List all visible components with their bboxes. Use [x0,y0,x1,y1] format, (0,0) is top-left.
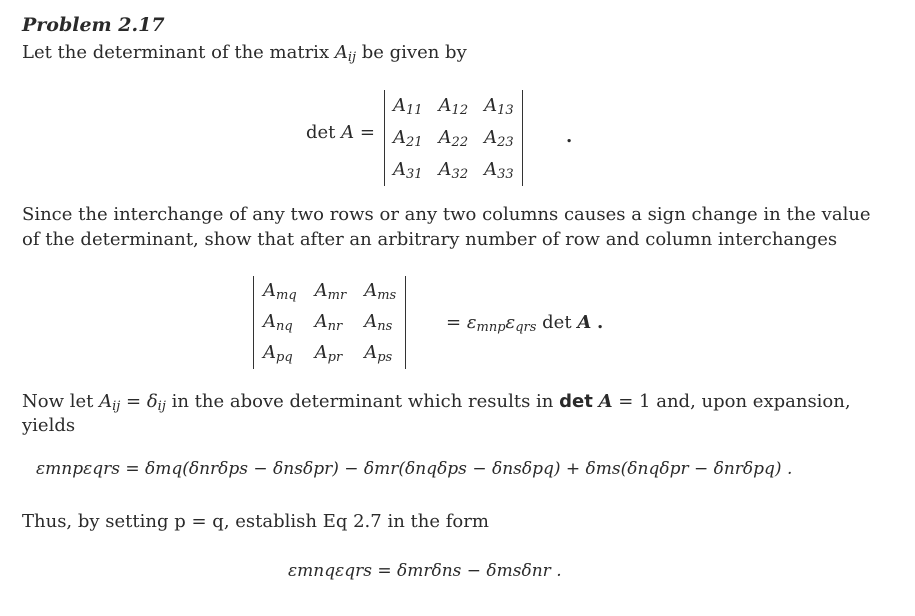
det1-cell-sub: 23 [497,134,514,150]
det2-rhs [446,312,603,335]
det1-cell [385,90,431,122]
det1-cell-sub: 13 [497,102,514,118]
det1-row [385,90,522,122]
det1-cell-base: A [438,94,452,116]
para3-p3: = 1 and, upon expansion, [612,391,851,412]
para3-p1: Now let [22,391,100,412]
det2-cell-base: A [314,280,328,301]
det1-cell [476,122,522,154]
expansion-text: εmnpεqrs = δmq(δnrδps − δnsδpr) − δmr(δnqδps − δnsδpq) + δms(δnqδpr − δnrδpq) . [36,459,793,479]
det2-cell-base: A [263,311,276,332]
det1-var: A [341,122,355,143]
det1-cell-base: A [393,158,406,180]
det2-row [254,338,405,369]
det2-cell-sub: mq [276,288,297,303]
det1-cell [431,122,477,154]
intro-matrix: A [334,42,348,63]
det1-cell [476,154,522,186]
det1-cell [431,90,477,122]
det1-cell-base: A [393,94,406,116]
para4-line [22,511,489,532]
para3-eq: = [120,391,147,412]
det2-eps2-sub: qrs [515,320,537,335]
det2-cell-sub: pq [276,350,293,365]
det1-cell [385,154,431,186]
det1-row [385,154,522,186]
det1-eq: = [354,122,375,143]
det1-cell-base: A [484,158,498,180]
det1-det: det [306,122,336,143]
det1-cell-sub: 22 [451,134,469,150]
para3-line1 [22,391,851,414]
det1-cell-sub: 12 [451,102,469,118]
det1-cell-base: A [438,126,452,148]
para3-delta: δ [146,391,158,412]
para3-var: A [598,391,613,412]
det1-cell-sub: 33 [497,166,514,182]
det2-cell-sub: ms [377,288,397,303]
det1-cell [385,122,431,154]
det2-cell-base: A [364,280,378,301]
intro-suffix: be given by [356,42,467,63]
para3-p2: in the above determinant which results in [165,391,560,412]
para3-Asub: ij [112,399,121,414]
det2-det: det [542,312,572,333]
determinant-1 [384,90,523,186]
intro-matrix-sub: ij [347,50,357,65]
det1-cell [431,154,477,186]
det2-eq: = [446,312,462,333]
det2-eps1: ε [466,312,477,333]
det2-cell [254,338,306,369]
final-text: εmnqεqrs = δmrδns − δmsδnr . [288,561,562,581]
det1-table [385,90,522,186]
det1-cell-base: A [438,158,452,180]
det1-cell-base: A [393,126,406,148]
det2-cell [306,338,356,369]
para3-A: A [99,391,113,412]
det2-cell-base: A [314,342,328,363]
det1-period: . [566,126,573,147]
det2-cell-sub: nq [276,319,293,334]
det2-table [254,276,405,369]
det2-cell-base: A [364,311,378,332]
determinant-2 [253,276,406,369]
para2-line2: of the determinant, show that after an arbitrary number of row and column interchanges [22,229,838,250]
det2-cell-sub: nr [327,319,343,334]
det1-cell-base: A [484,126,498,148]
det2-cell [254,276,306,307]
problem-title: Problem 2.17 [22,14,165,36]
final-equation [288,561,562,581]
para4-p1: Thus, by setting [22,511,175,532]
det2-cell-sub: ps [377,350,393,365]
para4-p2: , establish Eq 2.7 in the form [223,511,489,532]
expansion-equation [36,459,792,479]
det1-cell-sub: 21 [406,134,423,150]
det2-var: A [577,312,592,333]
det2-cell-base: A [263,342,276,363]
det1-cell-base: A [484,94,498,116]
det2-period: . [597,312,604,333]
para3-det: det [559,391,593,412]
det2-cell-sub: pr [327,350,343,365]
det2-cell [306,307,356,338]
det1-cell-sub: 31 [406,166,423,182]
intro-prefix: Let the determinant of the matrix [22,42,335,63]
det2-cell-sub: ns [377,319,393,334]
det2-cell-sub: mr [327,288,347,303]
det2-cell [254,307,306,338]
intro-line [22,42,467,65]
para3-dsub: ij [157,399,166,414]
det1-cell-sub: 11 [406,102,423,118]
para4-pq: p = q [174,511,224,532]
det1-cell-sub: 32 [451,166,469,182]
para3-line2: yields [22,415,76,436]
det2-eps2: ε [505,312,516,333]
det1-cell [476,90,522,122]
det1-label [306,122,375,143]
det2-cell [355,307,405,338]
det2-row [254,307,405,338]
det2-cell-base: A [263,280,276,301]
det2-cell [306,276,356,307]
det2-cell [355,338,405,369]
det2-cell [355,276,405,307]
det2-cell-base: A [364,342,378,363]
det2-eps1-sub: mnp [476,320,506,335]
det2-row [254,276,405,307]
det2-cell-base: A [314,311,328,332]
det1-row [385,122,522,154]
para2-line1: Since the interchange of any two rows or any two columns causes a sign change in the value [22,204,871,225]
